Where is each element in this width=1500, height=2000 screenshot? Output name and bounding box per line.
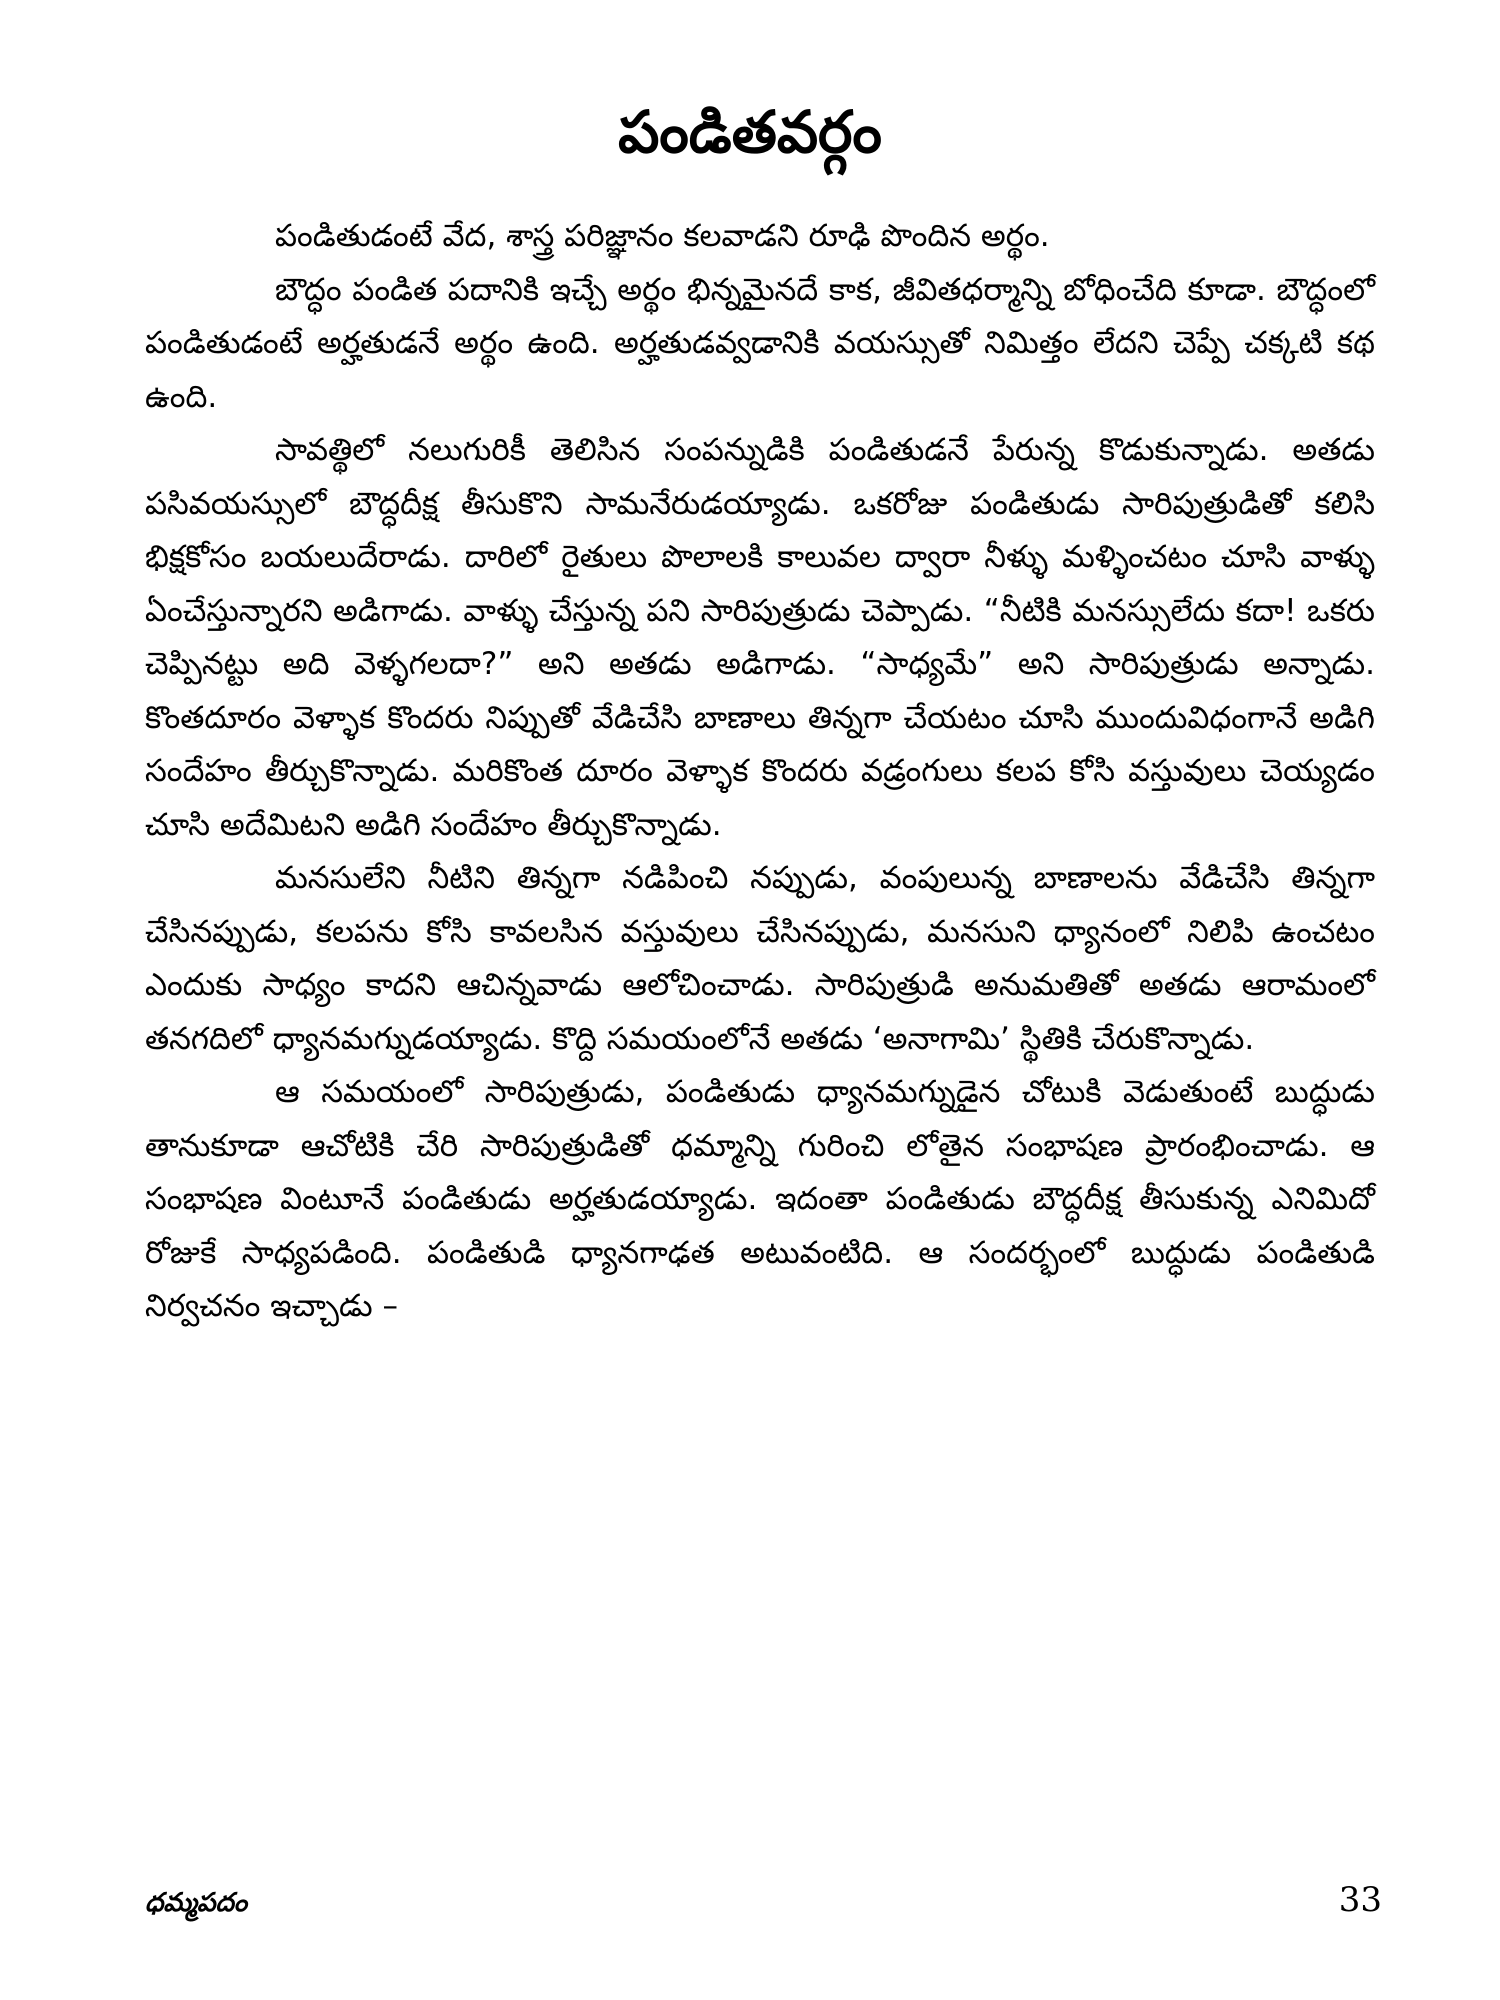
body-text: [145, 210, 1375, 1334]
paragraph-4: మనసులేని నీటిని తిన్నగా నడిపించి నప్పుడు, వంపులున్న బాణాలను వేడిచేసి తిన్నగా చేసినప్పుడు, కలపను కోసి కావలసిన వస్తువులు చేసినప్పుడు, మనసుని ధ్యానంలో నిలిపి ఉంచటం ఎందుకు సాధ్యం కాదని ఆచిన్నవాడు ఆలోచించాడు. సారిపుత్రుడి అనుమతితో అతడు ఆరామంలో తనగదిలో ధ్యానమగ్నుడయ్యాడు. కొద్ది సమయంలోనే అతడు ‘అనాగామి’ స్థితికి చేరుకొన్నాడు.: [145, 860, 1375, 1057]
paragraph-3: సావత్థిలో నలుగురికీ తెలిసిన సంపన్నుడికి పండితుడనే పేరున్న కొడుకున్నాడు. అతడు పసివయస్సులో బౌద్ధదీక్ష తీసుకొని సామనేరుడయ్యాడు. ఒకరోజు పండితుడు సారిపుత్రుడితో కలిసి భిక్షకోసం బయలుదేరాడు. దారిలో రైతులు పొలాలకి కాలువల ద్వారా నీళ్ళు మళ్ళించటం చూసి వాళ్ళు ఏంచేస్తున్నారని అడిగాడు. వాళ్ళు చేస్తున్న పని సారిపుత్రుడు చెప్పాడు. “నీటికి మనస్సులేదు కదా! ఒకరు చెప్పినట్టు అది వెళ్ళగలదా?” అని అతడు అడిగాడు. “సాధ్యమే” అని సారిపుత్రుడు అన్నాడు. కొంతదూరం వెళ్ళాక కొందరు నిప్పుతో వేడిచేసి బాణాలు తిన్నగా చేయటం చూసి ముందువిధంగానే అడిగి సందేహం తీర్చుకొన్నాడు. మరికొంత దూరం వెళ్ళాక కొందరు వడ్రంగులు కలప కోసి వస్తువులు చెయ్యడం చూసి అదేమిటని అడిగి సందేహం తీర్చుకొన్నాడు.: [145, 432, 1375, 843]
paragraph-2: బౌద్ధం పండిత పదానికి ఇచ్చే అర్థం భిన్నమైనదే కాక, జీవితధర్మాన్ని బోధించేది కూడా. బౌద్ధంలో పండితుడంటే అర్హతుడనే అర్థం ఉంది. అర్హతుడవ్వడానికి వయస్సుతో నిమిత్తం లేదని చెప్పే చక్కటి కథ ఉంది.: [145, 271, 1375, 415]
page-title: పండితవర్గం: [618, 98, 882, 166]
paragraph-1: పండితుడంటే వేద, శాస్త్ర పరిజ్ఞానం కలవాడని రూఢి పొందిన అర్థం.: [275, 218, 1050, 254]
page-number: 33: [1338, 1880, 1382, 1920]
paragraph-5: ఆ సమయంలో సారిపుత్రుడు, పండితుడు ధ్యానమగ్నుడైన చోటుకి వెడుతుంటే బుద్ధుడు తానుకూడా ఆచోటికి చేరి సారిపుత్రుడితో ధమ్మాన్ని గురించి లోతైన సంభాషణ ప్రారంభించాడు. ఆ సంభాషణ వింటూనే పండితుడు అర్హతుడయ్యాడు. ఇదంతా పండితుడు బౌద్ధదీక్ష తీసుకున్న ఎనిమిదో రోజుకే సాధ్యపడింది. పండితుడి ధ్యానగాఢత అటువంటిది. ఆ సందర్భంలో బుద్ధుడు పండితుడి నిర్వచనం ఇచ్చాడు –: [145, 1074, 1375, 1324]
footer-book-title: ధమ్మపదం: [145, 1888, 247, 1918]
